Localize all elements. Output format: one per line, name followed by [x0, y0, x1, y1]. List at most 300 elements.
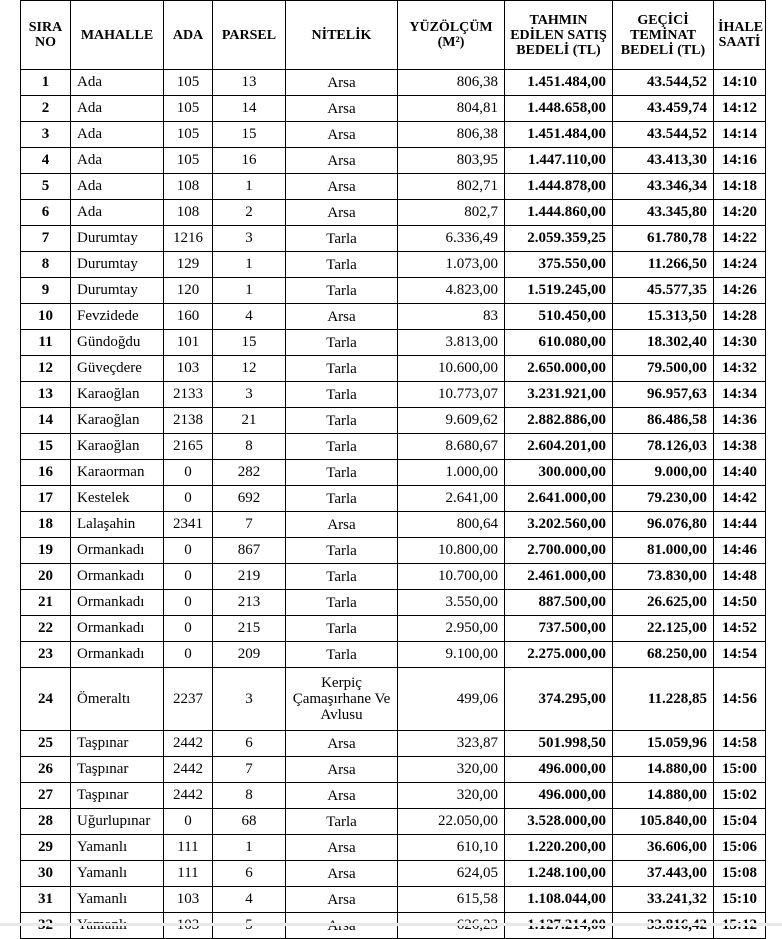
cell-sira-no: 23 [21, 642, 71, 668]
table-row [21, 887, 766, 913]
cell-yuzolcum: 610,10 [398, 835, 505, 861]
cell-mahalle: Karaoğlan [71, 434, 164, 460]
cell-yuzolcum: 804,81 [398, 96, 505, 122]
table-row [21, 486, 766, 512]
table-row [21, 122, 766, 148]
cell-ihale-saati: 14:16 [714, 148, 766, 174]
cell-mahalle: Ada [71, 200, 164, 226]
cell-sira-no: 21 [21, 590, 71, 616]
cell-tahmin: 3.202.560,00 [505, 512, 613, 538]
table-row [21, 408, 766, 434]
table-row [21, 616, 766, 642]
cell-mahalle: Karaoğlan [71, 382, 164, 408]
cell-tahmin: 2.650.000,00 [505, 356, 613, 382]
header-yuzolcum: YÜZÖLÇÜM (M²) [398, 1, 505, 70]
cell-yuzolcum: 615,58 [398, 887, 505, 913]
cell-yuzolcum: 4.823,00 [398, 278, 505, 304]
cell-sira-no: 12 [21, 356, 71, 382]
cell-ihale-saati: 14:46 [714, 538, 766, 564]
cell-nitelik: Tarla [286, 590, 398, 616]
cell-tahmin: 374.295,00 [505, 668, 613, 731]
cell-sira-no: 4 [21, 148, 71, 174]
cell-sira-no: 5 [21, 174, 71, 200]
cell-parsel: 2 [213, 200, 286, 226]
cell-sira-no: 17 [21, 486, 71, 512]
cell-ihale-saati: 14:32 [714, 356, 766, 382]
table-row [21, 148, 766, 174]
cell-nitelik: Tarla [286, 616, 398, 642]
cell-nitelik: Tarla [286, 278, 398, 304]
cell-ihale-saati: 15:10 [714, 887, 766, 913]
cell-ada: 105 [164, 70, 213, 96]
cell-parsel: 12 [213, 356, 286, 382]
cell-nitelik: Arsa [286, 783, 398, 809]
cell-ihale-saati: 14:44 [714, 512, 766, 538]
cell-nitelik: Tarla [286, 330, 398, 356]
cell-mahalle: Karaoğlan [71, 408, 164, 434]
cell-ihale-saati: 14:38 [714, 434, 766, 460]
cell-parsel: 21 [213, 408, 286, 434]
cell-parsel: 3 [213, 668, 286, 731]
cell-yuzolcum: 2.950,00 [398, 616, 505, 642]
cell-ada: 103 [164, 887, 213, 913]
table-row [21, 174, 766, 200]
cell-sira-no: 9 [21, 278, 71, 304]
cell-sira-no: 13 [21, 382, 71, 408]
cell-nitelik: Arsa [286, 835, 398, 861]
cell-gecici: 43.459,74 [613, 96, 714, 122]
cell-parsel: 867 [213, 538, 286, 564]
cell-ihale-saati: 14:12 [714, 96, 766, 122]
cell-tahmin: 2.604.201,00 [505, 434, 613, 460]
cell-ada: 108 [164, 174, 213, 200]
cell-tahmin: 737.500,00 [505, 616, 613, 642]
cell-mahalle: Taşpınar [71, 731, 164, 757]
header-mahalle: MAHALLE [71, 1, 164, 70]
header-parsel: PARSEL [213, 1, 286, 70]
cell-ihale-saati: 15:00 [714, 757, 766, 783]
cell-mahalle: Durumtay [71, 252, 164, 278]
cell-sira-no: 7 [21, 226, 71, 252]
cell-tahmin: 1.444.860,00 [505, 200, 613, 226]
table-row [21, 70, 766, 96]
cell-ihale-saati: 14:10 [714, 70, 766, 96]
table-row [21, 731, 766, 757]
cell-ada: 0 [164, 564, 213, 590]
cell-gecici: 68.250,00 [613, 642, 714, 668]
table-row [21, 512, 766, 538]
table-row [21, 382, 766, 408]
cell-mahalle: Karaorman [71, 460, 164, 486]
cell-gecici: 14.880,00 [613, 757, 714, 783]
cell-ada: 0 [164, 460, 213, 486]
cell-ihale-saati: 14:40 [714, 460, 766, 486]
cell-parsel: 8 [213, 783, 286, 809]
header-row [21, 1, 766, 70]
cell-gecici: 11.228,85 [613, 668, 714, 731]
auction-table [20, 0, 766, 939]
cell-nitelik: Tarla [286, 538, 398, 564]
table-row [21, 226, 766, 252]
cell-sira-no: 18 [21, 512, 71, 538]
cell-yuzolcum: 1.000,00 [398, 460, 505, 486]
cell-yuzolcum: 802,7 [398, 200, 505, 226]
cell-yuzolcum: 10.773,07 [398, 382, 505, 408]
cell-ada: 1216 [164, 226, 213, 252]
cell-nitelik: Tarla [286, 809, 398, 835]
cell-gecici: 37.443,00 [613, 861, 714, 887]
cell-yuzolcum: 83 [398, 304, 505, 330]
cell-ada: 105 [164, 96, 213, 122]
cell-mahalle: Yamanlı [71, 887, 164, 913]
cell-ada: 160 [164, 304, 213, 330]
cell-mahalle: Taşpınar [71, 783, 164, 809]
cell-tahmin: 2.641.000,00 [505, 486, 613, 512]
cell-yuzolcum: 1.073,00 [398, 252, 505, 278]
cell-ada: 0 [164, 486, 213, 512]
cell-parsel: 209 [213, 642, 286, 668]
cell-ihale-saati: 15:08 [714, 861, 766, 887]
table-row [21, 200, 766, 226]
cell-tahmin: 1.248.100,00 [505, 861, 613, 887]
cell-ihale-saati: 14:28 [714, 304, 766, 330]
cell-gecici: 43.345,80 [613, 200, 714, 226]
cell-ada: 129 [164, 252, 213, 278]
cell-nitelik: Tarla [286, 356, 398, 382]
table-row [21, 861, 766, 887]
cell-nitelik: Tarla [286, 252, 398, 278]
cell-tahmin: 2.882.886,00 [505, 408, 613, 434]
cell-parsel: 13 [213, 70, 286, 96]
cell-gecici: 15.313,50 [613, 304, 714, 330]
cell-parsel: 8 [213, 434, 286, 460]
cell-gecici: 15.059,96 [613, 731, 714, 757]
cell-yuzolcum: 806,38 [398, 122, 505, 148]
cell-tahmin: 1.451.484,00 [505, 70, 613, 96]
cell-mahalle: Fevzidede [71, 304, 164, 330]
table-row [21, 642, 766, 668]
cell-tahmin: 1.220.200,00 [505, 835, 613, 861]
cell-ihale-saati: 14:58 [714, 731, 766, 757]
cell-parsel: 1 [213, 174, 286, 200]
cell-mahalle: Durumtay [71, 226, 164, 252]
cell-mahalle: Ormankadı [71, 538, 164, 564]
cell-tahmin: 1.448.658,00 [505, 96, 613, 122]
cell-mahalle: Durumtay [71, 278, 164, 304]
cell-ada: 103 [164, 356, 213, 382]
cell-ada: 0 [164, 538, 213, 564]
cell-ihale-saati: 15:04 [714, 809, 766, 835]
table-row [21, 278, 766, 304]
cell-mahalle: Lalaşahin [71, 512, 164, 538]
table-row [21, 434, 766, 460]
cell-tahmin: 2.059.359,25 [505, 226, 613, 252]
cell-ihale-saati: 14:14 [714, 122, 766, 148]
cell-ihale-saati: 14:54 [714, 642, 766, 668]
table-row [21, 538, 766, 564]
header-ada: ADA [164, 1, 213, 70]
cell-gecici: 33.241,32 [613, 887, 714, 913]
cell-gecici: 11.266,50 [613, 252, 714, 278]
cell-gecici: 96.076,80 [613, 512, 714, 538]
cell-ada: 2341 [164, 512, 213, 538]
cell-tahmin: 1.444.878,00 [505, 174, 613, 200]
cell-nitelik: Arsa [286, 887, 398, 913]
cell-ihale-saati: 15:02 [714, 783, 766, 809]
cell-tahmin: 1.447.110,00 [505, 148, 613, 174]
cell-ada: 2442 [164, 731, 213, 757]
cell-sira-no: 24 [21, 668, 71, 731]
cell-sira-no: 1 [21, 70, 71, 96]
cell-ihale-saati: 14:18 [714, 174, 766, 200]
cell-tahmin: 501.998,50 [505, 731, 613, 757]
cell-nitelik: Arsa [286, 174, 398, 200]
cell-ada: 101 [164, 330, 213, 356]
cell-gecici: 22.125,00 [613, 616, 714, 642]
cell-mahalle: Ormankadı [71, 616, 164, 642]
cell-parsel: 15 [213, 122, 286, 148]
cell-parsel: 1 [213, 835, 286, 861]
cell-yuzolcum: 3.813,00 [398, 330, 505, 356]
header-gecici: GEÇİCİ TEMİNAT BEDELİ (TL) [613, 1, 714, 70]
cell-sira-no: 26 [21, 757, 71, 783]
cell-mahalle: Ada [71, 70, 164, 96]
cell-gecici: 81.000,00 [613, 538, 714, 564]
cell-mahalle: Taşpınar [71, 757, 164, 783]
cell-yuzolcum: 320,00 [398, 783, 505, 809]
cell-sira-no: 19 [21, 538, 71, 564]
cell-ada: 120 [164, 278, 213, 304]
cell-mahalle: Ormankadı [71, 564, 164, 590]
table-body [21, 70, 766, 939]
cell-parsel: 215 [213, 616, 286, 642]
cell-parsel: 4 [213, 887, 286, 913]
cell-nitelik: Tarla [286, 434, 398, 460]
cell-parsel: 213 [213, 590, 286, 616]
cell-mahalle: Ormankadı [71, 642, 164, 668]
cell-tahmin: 1.451.484,00 [505, 122, 613, 148]
cell-mahalle: Yamanlı [71, 835, 164, 861]
cell-parsel: 6 [213, 731, 286, 757]
cell-nitelik: Arsa [286, 757, 398, 783]
cell-parsel: 692 [213, 486, 286, 512]
cell-sira-no: 30 [21, 861, 71, 887]
cell-parsel: 1 [213, 252, 286, 278]
cell-yuzolcum: 499,06 [398, 668, 505, 731]
cell-yuzolcum: 624,05 [398, 861, 505, 887]
cell-gecici: 9.000,00 [613, 460, 714, 486]
cell-sira-no: 22 [21, 616, 71, 642]
cell-ihale-saati: 14:50 [714, 590, 766, 616]
cell-gecici: 18.302,40 [613, 330, 714, 356]
table-row [21, 252, 766, 278]
cell-yuzolcum: 323,87 [398, 731, 505, 757]
cell-gecici: 43.544,52 [613, 122, 714, 148]
cell-ihale-saati: 14:56 [714, 668, 766, 731]
cell-sira-no: 28 [21, 809, 71, 835]
cell-yuzolcum: 10.800,00 [398, 538, 505, 564]
cell-gecici: 86.486,58 [613, 408, 714, 434]
cell-nitelik: Tarla [286, 642, 398, 668]
cell-yuzolcum: 802,71 [398, 174, 505, 200]
cell-nitelik: Tarla [286, 486, 398, 512]
cell-ada: 111 [164, 835, 213, 861]
cell-parsel: 7 [213, 757, 286, 783]
cell-tahmin: 3.528.000,00 [505, 809, 613, 835]
cell-gecici: 73.830,00 [613, 564, 714, 590]
cell-nitelik: Tarla [286, 408, 398, 434]
cell-ada: 2442 [164, 757, 213, 783]
cell-ihale-saati: 14:24 [714, 252, 766, 278]
cell-tahmin: 496.000,00 [505, 757, 613, 783]
cell-ihale-saati: 14:20 [714, 200, 766, 226]
cell-ada: 2165 [164, 434, 213, 460]
table-row [21, 783, 766, 809]
cell-parsel: 68 [213, 809, 286, 835]
table-row [21, 564, 766, 590]
cell-parsel: 1 [213, 278, 286, 304]
cell-sira-no: 2 [21, 96, 71, 122]
cell-sira-no: 14 [21, 408, 71, 434]
cell-ada: 111 [164, 861, 213, 887]
table-row [21, 356, 766, 382]
cell-mahalle: Yamanlı [71, 861, 164, 887]
cell-ada: 2237 [164, 668, 213, 731]
cell-parsel: 3 [213, 382, 286, 408]
cell-yuzolcum: 10.700,00 [398, 564, 505, 590]
cell-nitelik: Arsa [286, 96, 398, 122]
cell-yuzolcum: 2.641,00 [398, 486, 505, 512]
cell-nitelik: Arsa [286, 70, 398, 96]
cell-mahalle: Gündoğdu [71, 330, 164, 356]
cell-mahalle: Ada [71, 122, 164, 148]
cell-ada: 0 [164, 809, 213, 835]
cell-yuzolcum: 22.050,00 [398, 809, 505, 835]
table-row [21, 96, 766, 122]
cell-tahmin: 375.550,00 [505, 252, 613, 278]
cell-yuzolcum: 6.336,49 [398, 226, 505, 252]
cell-gecici: 43.413,30 [613, 148, 714, 174]
cell-yuzolcum: 803,95 [398, 148, 505, 174]
cell-ihale-saati: 14:52 [714, 616, 766, 642]
cell-tahmin: 1.108.044,00 [505, 887, 613, 913]
cell-yuzolcum: 806,38 [398, 70, 505, 96]
cell-nitelik: Tarla [286, 460, 398, 486]
cell-gecici: 79.230,00 [613, 486, 714, 512]
cell-gecici: 105.840,00 [613, 809, 714, 835]
cell-parsel: 4 [213, 304, 286, 330]
cell-tahmin: 3.231.921,00 [505, 382, 613, 408]
cell-ihale-saati: 14:26 [714, 278, 766, 304]
cell-yuzolcum: 9.100,00 [398, 642, 505, 668]
cell-ihale-saati: 15:06 [714, 835, 766, 861]
cell-parsel: 16 [213, 148, 286, 174]
table-row [21, 330, 766, 356]
cell-gecici: 78.126,03 [613, 434, 714, 460]
cell-yuzolcum: 10.600,00 [398, 356, 505, 382]
cell-ada: 108 [164, 200, 213, 226]
cell-gecici: 45.577,35 [613, 278, 714, 304]
cell-sira-no: 8 [21, 252, 71, 278]
header-nitelik: NİTELİK [286, 1, 398, 70]
cell-sira-no: 25 [21, 731, 71, 757]
cell-mahalle: Ömeraltı [71, 668, 164, 731]
cell-tahmin: 2.461.000,00 [505, 564, 613, 590]
cell-tahmin: 496.000,00 [505, 783, 613, 809]
cell-tahmin: 300.000,00 [505, 460, 613, 486]
cell-nitelik: Tarla [286, 226, 398, 252]
cell-nitelik: Arsa [286, 512, 398, 538]
cell-mahalle: Kestelek [71, 486, 164, 512]
cell-ihale-saati: 14:22 [714, 226, 766, 252]
cell-gecici: 14.880,00 [613, 783, 714, 809]
cell-sira-no: 29 [21, 835, 71, 861]
table-row [21, 809, 766, 835]
cell-parsel: 3 [213, 226, 286, 252]
cell-tahmin: 1.519.245,00 [505, 278, 613, 304]
cell-mahalle: Ada [71, 174, 164, 200]
cell-gecici: 26.625,00 [613, 590, 714, 616]
cell-sira-no: 3 [21, 122, 71, 148]
cell-gecici: 36.606,00 [613, 835, 714, 861]
cell-sira-no: 6 [21, 200, 71, 226]
cell-sira-no: 16 [21, 460, 71, 486]
cell-ada: 0 [164, 616, 213, 642]
cell-ada: 105 [164, 122, 213, 148]
cell-yuzolcum: 9.609,62 [398, 408, 505, 434]
header-tahmin: TAHMIN EDİLEN SATIŞ BEDELİ (TL) [505, 1, 613, 70]
cell-nitelik: Tarla [286, 382, 398, 408]
cell-ihale-saati: 14:42 [714, 486, 766, 512]
cell-parsel: 14 [213, 96, 286, 122]
cell-sira-no: 10 [21, 304, 71, 330]
cell-parsel: 219 [213, 564, 286, 590]
cell-tahmin: 2.275.000,00 [505, 642, 613, 668]
cell-ada: 105 [164, 148, 213, 174]
cell-tahmin: 2.700.000,00 [505, 538, 613, 564]
cell-mahalle: Ormankadı [71, 590, 164, 616]
cell-nitelik: Arsa [286, 731, 398, 757]
cell-ihale-saati: 14:30 [714, 330, 766, 356]
cell-parsel: 15 [213, 330, 286, 356]
cell-gecici: 79.500,00 [613, 356, 714, 382]
cell-ada: 0 [164, 590, 213, 616]
cell-tahmin: 610.080,00 [505, 330, 613, 356]
table-row [21, 757, 766, 783]
header-ihale: İHALE SAATİ [714, 1, 766, 70]
table-row [21, 835, 766, 861]
cell-yuzolcum: 800,64 [398, 512, 505, 538]
cell-parsel: 282 [213, 460, 286, 486]
cell-yuzolcum: 320,00 [398, 757, 505, 783]
cell-parsel: 6 [213, 861, 286, 887]
cell-parsel: 7 [213, 512, 286, 538]
cell-tahmin: 510.450,00 [505, 304, 613, 330]
table-row [21, 460, 766, 486]
header-sira-no: SIRA NO [21, 1, 71, 70]
cell-ihale-saati: 14:36 [714, 408, 766, 434]
cell-yuzolcum: 3.550,00 [398, 590, 505, 616]
cell-tahmin: 887.500,00 [505, 590, 613, 616]
cell-ada: 0 [164, 642, 213, 668]
cell-nitelik: Arsa [286, 861, 398, 887]
cell-ada: 2138 [164, 408, 213, 434]
cell-gecici: 43.544,52 [613, 70, 714, 96]
cell-nitelik: Arsa [286, 122, 398, 148]
cell-mahalle: Uğurlupınar [71, 809, 164, 835]
cell-sira-no: 31 [21, 887, 71, 913]
cell-mahalle: Ada [71, 96, 164, 122]
